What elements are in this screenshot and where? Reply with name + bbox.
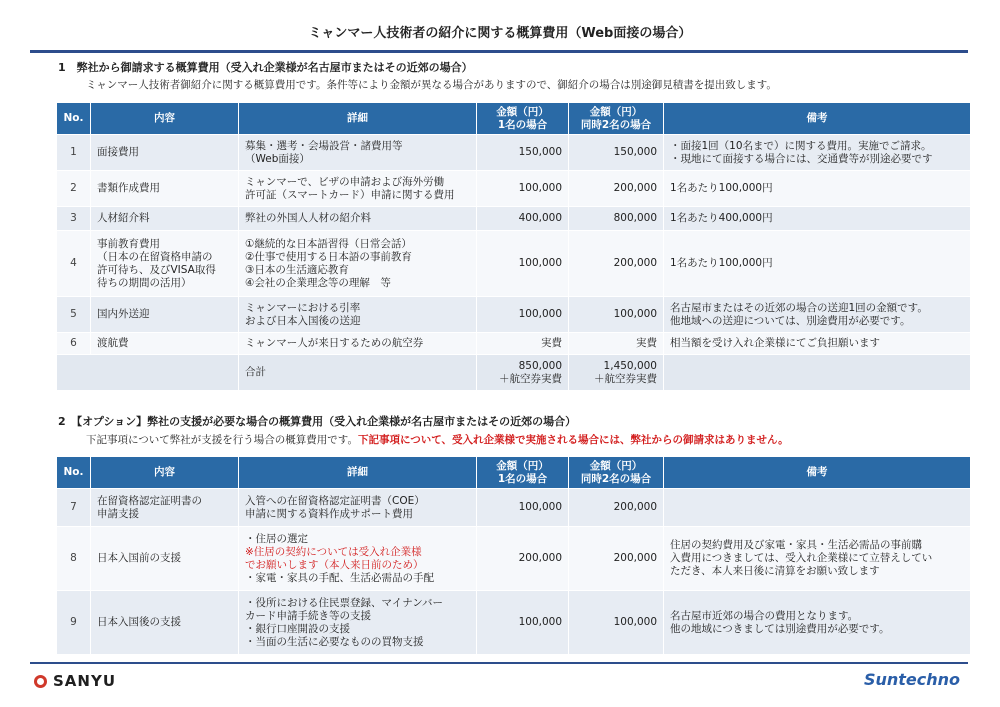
- table-row: 3 人材紹介料 弊社の外国人人材の紹介料 400,000 800,000 1名あたり400,000円: [57, 207, 971, 231]
- footer-divider: [30, 662, 968, 664]
- section2-heading: 2 【オプション】弊社の支援が必要な場合の概算費用（受入れ企業様が名古屋市またはその近郊の場合）: [58, 415, 577, 428]
- table-row: 9 日本入国後の支援 ・役所における住民票登録、マイナンバー カード申請手続き等の支援 ・銀行口座開設の支援 ・当面の生活に必要なものの買物支援 100,000 100,000 名古屋市近郊の場合の費用となります。 他の地域につきましては別途費用が必要です。: [57, 591, 971, 655]
- table-row: 2 書類作成費用 ミャンマーで、ビザの申請および海外労働 許可証（スマートカード）申請に関する費用 100,000 200,000 1名あたり100,000円: [57, 171, 971, 207]
- section1-heading: 1 弊社から御請求する概算費用（受入れ企業様が名古屋市またはその近郊の場合）: [58, 61, 473, 74]
- header-note: 備考: [664, 103, 971, 135]
- total-amount-1: 850,000 ＋航空券実費: [477, 355, 569, 391]
- cost-table-1: [56, 102, 971, 391]
- title-divider: [30, 50, 968, 53]
- table-row: 4 事前教育費用 （日本の在留資格申請の 許可待ち、及びVISA取得 待ちの期間の活用） ①継続的な日本語習得（日常会話） ②仕事で使用する日本語の事前教育 ③日本の生活適応教育 ④会社の企業理念等の理解 等 100,000 200,000 1名あたり100,000円: [57, 231, 971, 297]
- table-row: 7 在留資格認定証明書の 申請支援 入管への在留資格認定証明書（COE） 申請に関する資料作成サポート費用 100,000 200,000: [57, 489, 971, 527]
- header-amount-1: 金額（円） 1名の場合: [477, 103, 569, 135]
- suntechno-logo: Suntechno: [863, 670, 960, 689]
- header-content: 内容: [91, 103, 239, 135]
- table-row: 8 日本入国前の支援 ・住居の選定 ※住居の契約については受入れ企業様 でお願いします（本人来日前のため） ・家電・家具の手配、生活必需品の手配 200,000 200,000 住居の契約費用及び家電・家具・生活必需品の事前購 入費用につきましては、受入れ企業様にて立替えしてい ただき、本人来日後に清算をお願い致します: [57, 527, 971, 591]
- ring-icon: [34, 675, 47, 688]
- header-no: No.: [57, 103, 91, 135]
- section2-subtext: 下記事項について弊社が支援を行う場合の概算費用です。下記事項について、受入れ企業様で実施される場合には、弊社からの御請求はありません。: [86, 434, 789, 446]
- table-header-row: No. 内容 詳細 金額（円） 1名の場合 金額（円） 同時2名の場合 備考: [57, 457, 971, 489]
- total-amount-2: 1,450,000 ＋航空券実費: [569, 355, 664, 391]
- header-amount-2: 金額（円） 同時2名の場合: [569, 103, 664, 135]
- cost-table-2: [56, 456, 971, 655]
- table-header-row: [57, 103, 971, 135]
- table-row: 6 渡航費 ミャンマー人が来日するための航空券 実費 実費 相当額を受け入れ企業様にてご負担願います: [57, 333, 971, 355]
- table-row: 5 国内外送迎 ミャンマーにおける引率 および日本入国後の送迎 100,000 100,000 名古屋市またはその近郊の場合の送迎1回の金額です。 他地域への送迎については、別途費用が必要です。: [57, 297, 971, 333]
- header-detail: 詳細: [239, 103, 477, 135]
- sanyu-logo: SANYU: [34, 672, 116, 690]
- table-row: 1 面接費用 募集・選考・会場設営・諸費用等 （Web面接） 150,000 150,000 ・面接1回（10名まで）に関する費用。実施でご請求。 ・現地にて面接する場合には、交通費等が別途必要です: [57, 135, 971, 171]
- section1-subtext: ミャンマー人技術者御紹介に関する概算費用です。条件等により金額が異なる場合がありますので、御紹介の場合は別途御見積書を提出致します。: [86, 79, 777, 91]
- table-total-row: [57, 355, 971, 391]
- total-label: 合計: [239, 355, 477, 391]
- page-title: ミャンマー人技術者の紹介に関する概算費用（Web面接の場合）: [308, 26, 692, 41]
